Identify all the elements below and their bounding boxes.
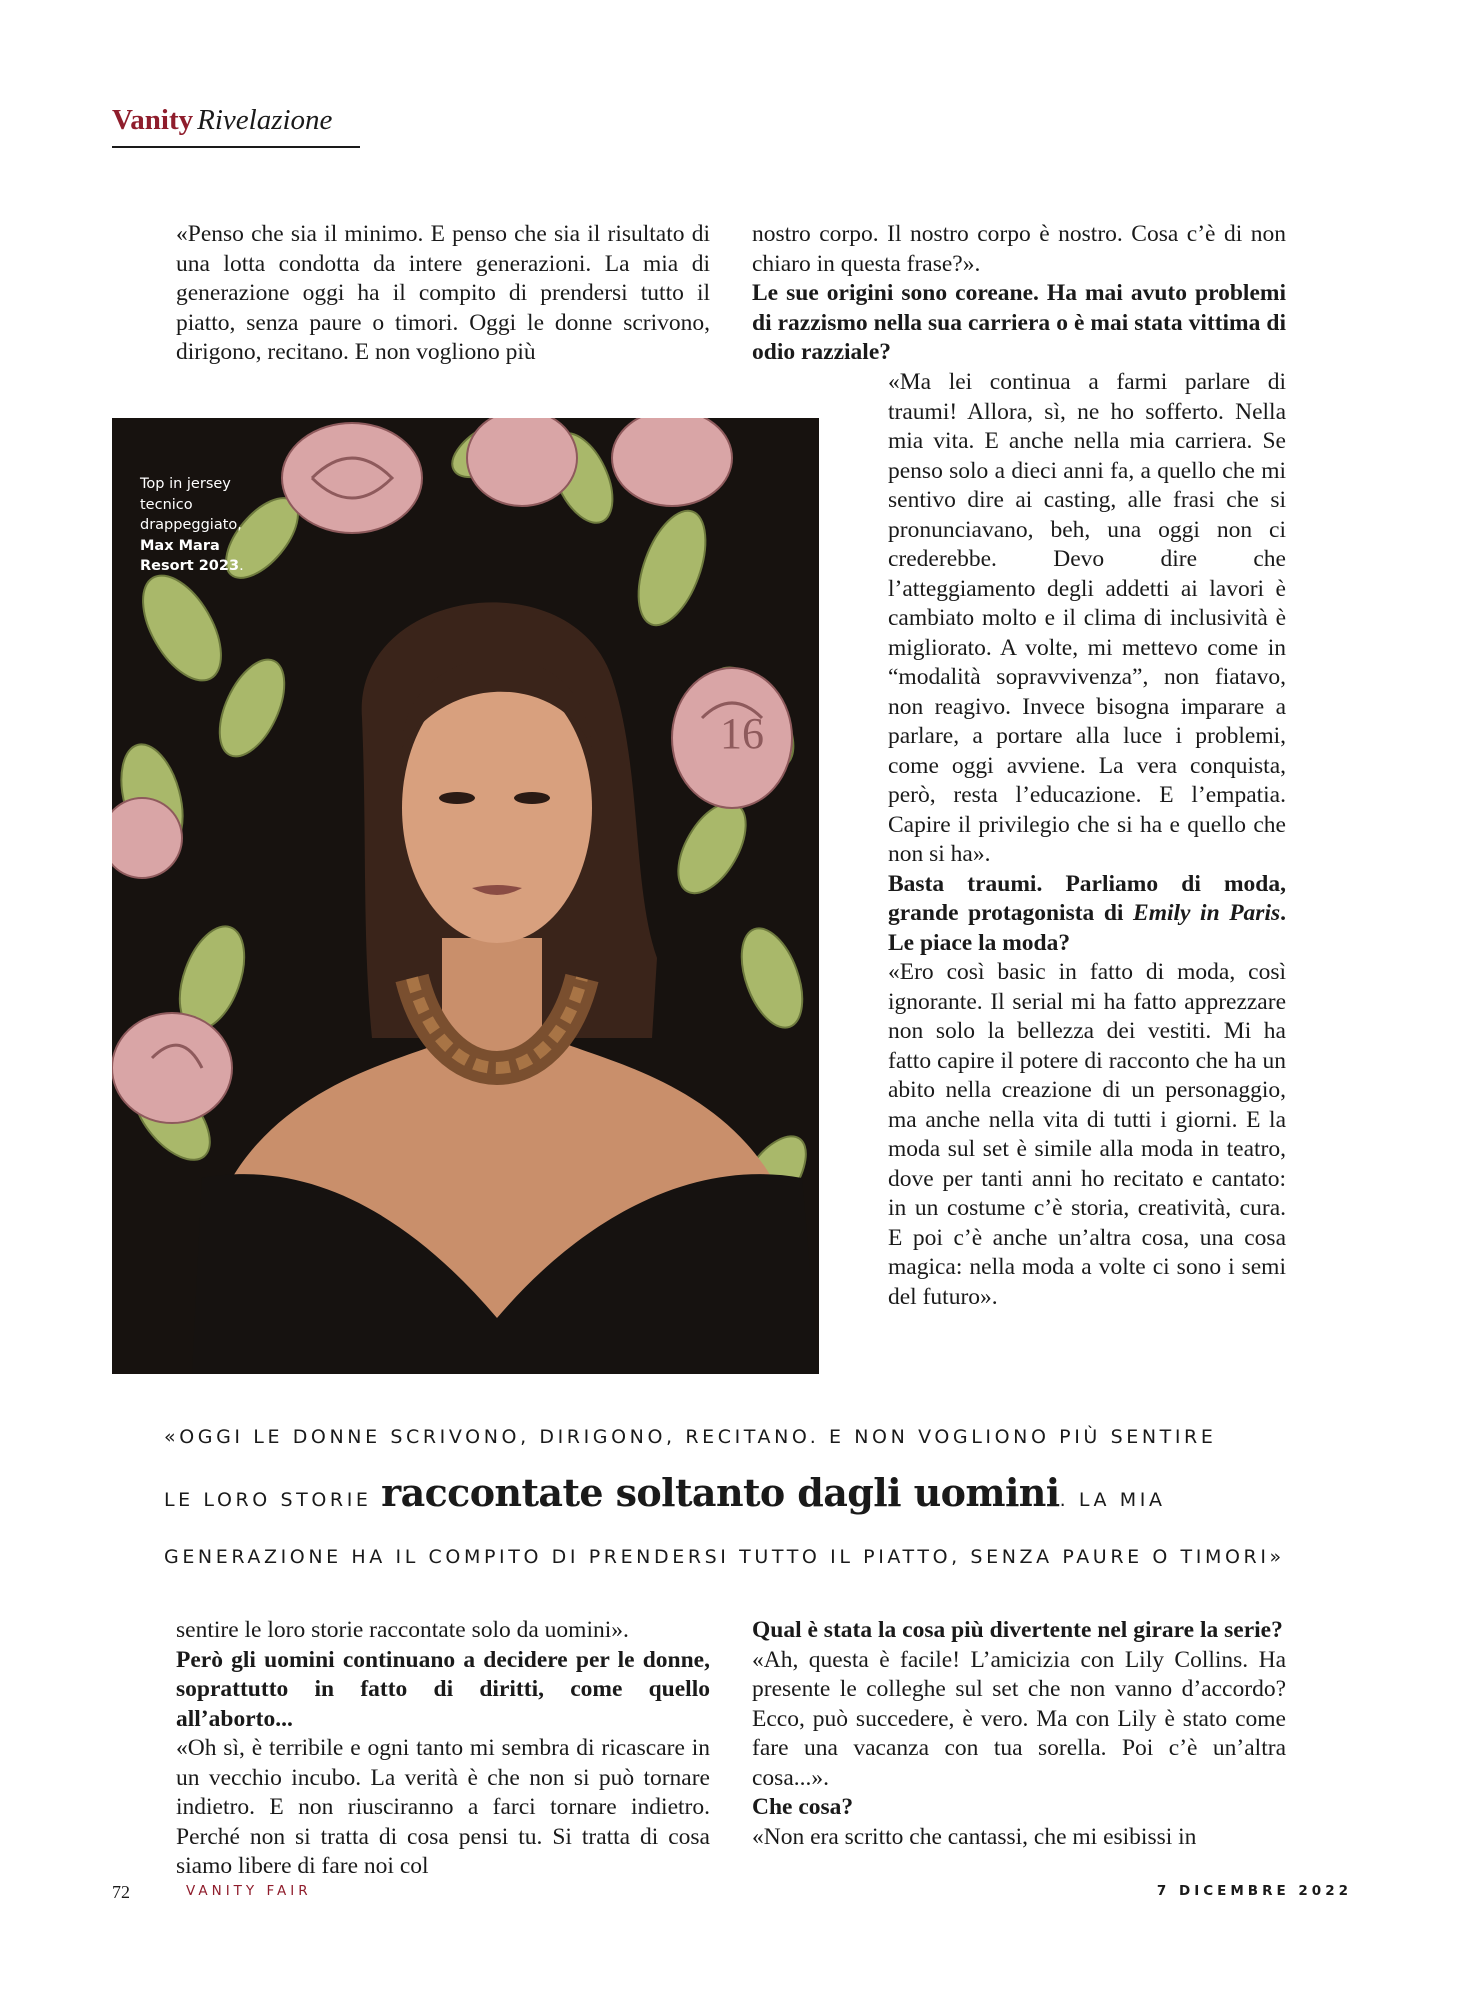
- interview-answer: «Ah, questa è facile! L’amicizia con Lily Collins. Ha presente le colleghe sul set che non vanno d’accordo? Ecco, può succedere, è vero. Ma con Lily è stato come fare una vacanza con tua sorella. Poi c’è un’altra cosa...».: [752, 1646, 1286, 1791]
- caption-line: drappeggiato,: [140, 517, 242, 533]
- body-paragraph: «Penso che sia il minimo. E penso che sia il risultato di una lotta condotta da intere generazioni. La mia di generazione oggi ha il compito di prendersi tutto il piatto, senza paure o timori. Oggi le donne scrivono, dirigono, recitano. E non vogliono più: [176, 221, 710, 365]
- left-column-bottom: [176, 1616, 710, 1882]
- brand-name: Vanity: [112, 104, 194, 136]
- interview-answer: «Ero così basic in fatto di moda, così ignorante. Il serial mi ha fatto apprezzare non solo la bellezza dei vestiti. Mi ha fatto capire il potere di racconto che ha un abito nella creazione di un personaggio, ma anche nella vita di tutti i giorni. E la moda sul set è simile alla moda in teatro, dove per tanti anni ho recitato e cantato: in un costume c’è storia, creatività, cura. E poi c’è anche un’altra cosa, una cosa magica: nella moda a volte ci sono i semi del futuro».: [888, 959, 1286, 1310]
- caption-end: .: [239, 558, 244, 574]
- photo-caption: [140, 474, 290, 577]
- pull-quote-line: GENERAZIONE HA IL COMPITO DI PRENDERSI TUTTO IL PIATTO, SENZA PAURE O TIMORI»: [164, 1546, 1285, 1568]
- interview-question: Le sue origini sono coreane. Ha mai avuto problemi di razzismo nella sua carriera o è mai stata vittima di odio razziale?: [752, 280, 1286, 365]
- issue-date: 7 DICEMBRE 2022: [1156, 1883, 1352, 1899]
- body-paragraph: nostro corpo. Il nostro corpo è nostro. Cosa c’è di non chiaro in questa frase?».: [752, 221, 1286, 277]
- section-name: Rivelazione: [197, 104, 333, 136]
- interview-question: [888, 870, 1286, 959]
- question-text: Basta traumi. Parliamo di moda, grande protagonista di: [888, 870, 1286, 926]
- caption-line: tecnico: [140, 496, 193, 513]
- right-column-top: [752, 220, 1286, 368]
- page-number: 72: [112, 1882, 130, 1902]
- interview-question: Qual è stata la cosa più divertente nel girare la serie?: [752, 1617, 1283, 1643]
- caption-brand: Resort 2023: [140, 558, 240, 574]
- pull-quote-text: LE LORO STORIE: [164, 1489, 382, 1511]
- show-title: Emily in Paris: [1133, 900, 1281, 926]
- right-column-bottom: [752, 1616, 1286, 1852]
- magazine-name: VANITY FAIR: [186, 1883, 312, 1899]
- question-text: . Le piace la moda?: [888, 900, 1287, 956]
- header-rule: [112, 146, 360, 148]
- pull-quote-text: . LA MIA: [1059, 1489, 1166, 1511]
- interview-answer: «Oh sì, è terribile e ogni tanto mi sembra di ricascare in un vecchio incubo. La verità è che non si può tornare indietro. E non riusciranno a farci tornare indietro. Perché non si tratta di cosa pensi tu. Si tratta di cosa siamo libere di fare noi col: [176, 1735, 710, 1879]
- body-paragraph: sentire le loro storie raccontate solo da uomini».: [176, 1617, 629, 1643]
- pull-quote-line: [164, 1470, 1166, 1515]
- section-header: [112, 104, 362, 137]
- right-column-middle: [888, 368, 1286, 1312]
- tapestry-glyph: 16: [720, 709, 764, 758]
- pull-quote-highlight: raccontate soltanto dagli uomini: [381, 1470, 1060, 1515]
- interview-question: Però gli uomini continuano a decidere per le donne, soprattutto in fatto di diritti, come quello all’aborto...: [176, 1646, 710, 1732]
- caption-line: Top in jersey: [140, 476, 231, 492]
- page-footer: [112, 1882, 1352, 1906]
- pull-quote-line: «OGGI LE DONNE SCRIVONO, DIRIGONO, RECITANO. E NON VOGLIONO PIÙ SENTIRE: [164, 1426, 1217, 1448]
- left-column-top: [176, 220, 710, 368]
- interview-answer: «Ma lei continua a farmi parlare di traumi! Allora, sì, ne ho sofferto. Nella mia vita. E anche nella mia carriera. Se penso solo a dieci anni fa, a quello che mi sentivo dire ai casting, alle frasi che si pronunciavano, beh, una oggi non ci crederebbe. Devo dire che l’atteggiamento degli addetti ai lavori è cambiato molto e il clima di inclusività è migliorato. A volte, mi mettevo come in “modalità sopravvivenza”, non fiatavo, non reagivo. Invece bisogna imparare a parlare, a portare alla luce i problemi, come oggi avviene. La vera conquista, però, resta l’educazione. E l’empatia. Capire il privilegio che si ha e quello che non si ha».: [888, 369, 1286, 867]
- caption-brand: Max Mara: [140, 537, 220, 554]
- interview-question: Che cosa?: [752, 1794, 854, 1820]
- interview-answer: «Non era scritto che cantassi, che mi esibissi in: [752, 1823, 1197, 1850]
